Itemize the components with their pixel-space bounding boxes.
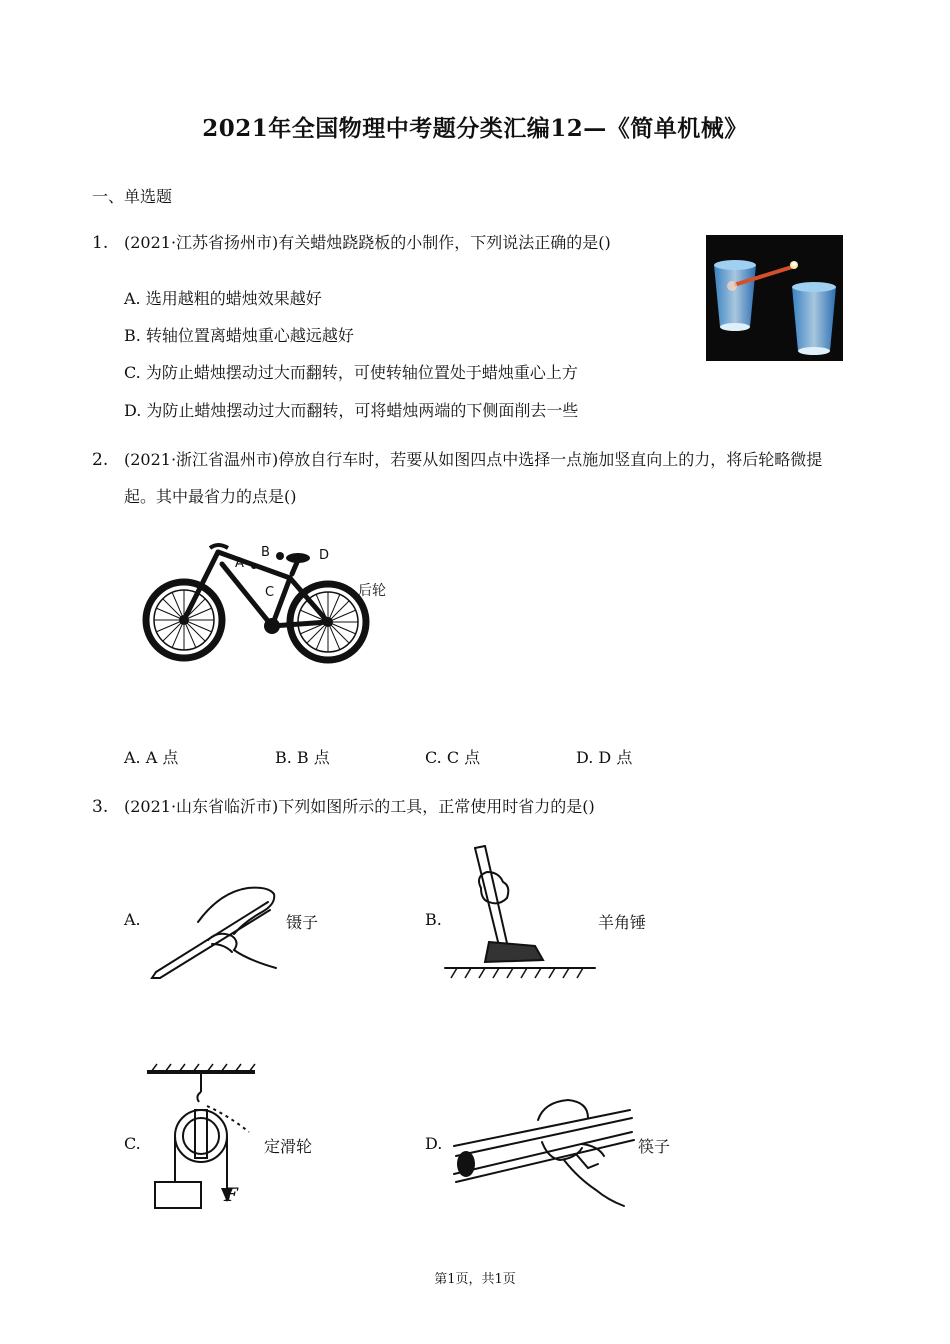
question-2-text-line-1: (2021·浙江省温州市)停放自行车时，若要从如图四点中选择一点施加竖直向上的力，将后轮略微提 [124,450,823,469]
section-heading: 一、单选题 [92,187,173,206]
candle-seesaw-image [706,235,843,361]
question-2-option-c: C. C 点 [425,748,481,767]
page-title: 2021年全国物理中考题分类汇编12—《简单机械》 [202,115,748,142]
claw-hammer-label: 羊角锤 [598,913,647,932]
question-2-option-b: B. B 点 [275,748,330,767]
bicycle-point-a-label: A [235,556,244,571]
question-1-option-c: C. 为防止蜡烛摆动过大而翻转，可使转轴位置处于蜡烛重心上方 [124,363,578,382]
question-2-number: 2. [92,450,109,470]
question-3-text: (2021·山东省临沂市)下列如图所示的工具，正常使用时省力的是() [124,797,595,816]
chopsticks-figure [448,1098,638,1208]
question-2-option-d: D. D 点 [576,748,633,767]
question-3-option-c-letter: C. [124,1134,141,1153]
question-3-option-a-letter: A. [124,910,141,929]
page-footer: 第1页，共1页 [434,1272,516,1287]
tweezers-label: 镊子 [286,913,319,932]
question-1-option-d: D. 为防止蜡烛摆动过大而翻转，可将蜡烛两端的下侧面削去一些 [124,401,579,420]
question-1-option-b: B. 转轴位置离蜡烛重心越远越好 [124,326,354,345]
bicycle-point-b-label: B [261,545,270,560]
claw-hammer-figure [445,842,600,982]
bicycle-point-c-label: C [265,585,275,600]
bicycle-rear-wheel-label: 后轮 [358,583,386,599]
fixed-pulley-label: 定滑轮 [264,1137,313,1156]
bicycle-point-d-label: D [319,548,330,563]
chopsticks-label: 筷子 [638,1137,671,1156]
question-3-option-b-letter: B. [425,910,442,929]
question-3-option-d-letter: D. [425,1134,443,1153]
fixed-pulley-figure [145,1062,270,1212]
bicycle-figure [140,538,400,668]
question-1-option-a: A. 选用越粗的蜡烛效果越好 [124,289,322,308]
question-2-option-a: A. A 点 [124,748,179,767]
question-1-text: (2021·江苏省扬州市)有关蜡烛跷跷板的小制作，下列说法正确的是() [124,233,611,252]
question-3-number: 3. [92,797,109,817]
question-1-number: 1. [92,233,109,253]
question-2-text-line-2: 起。其中最省力的点是() [124,487,297,506]
pulley-force-label: F [224,1184,238,1206]
tweezers-figure [148,882,283,982]
